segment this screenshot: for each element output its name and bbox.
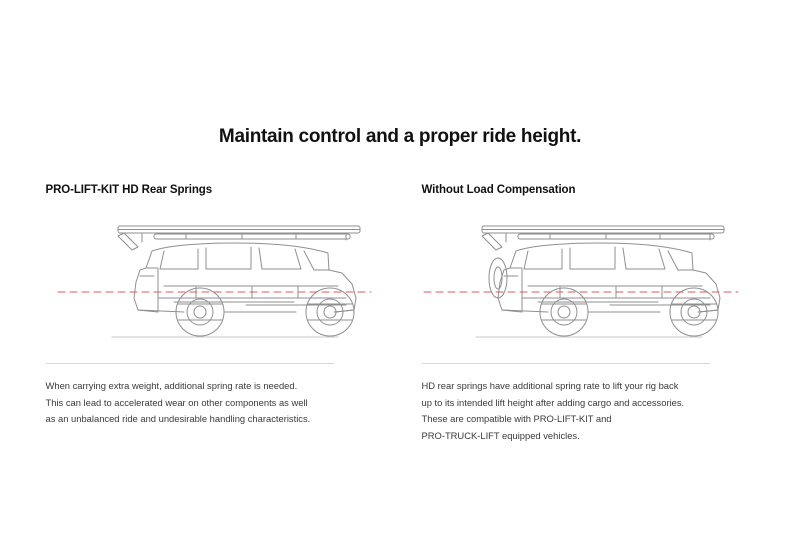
- roof-rack-icon: [118, 226, 360, 250]
- divider-right: [422, 363, 710, 364]
- column-left: [46, 184, 379, 445]
- caption-right: [422, 378, 734, 445]
- caption-left: [46, 378, 358, 428]
- vehicle-roof-and-glass: [146, 243, 329, 270]
- front-wheel: [670, 288, 718, 336]
- suv-with-roof-rack-side-view: [46, 206, 379, 351]
- column-left-title: PRO-LIFT-KIT HD Rear Springs: [45, 184, 213, 196]
- caption-line: as an unbalanced ride and undesirable handling characteristics.: [45, 413, 311, 425]
- divider-left: [46, 363, 334, 364]
- page-title: Maintain control and a proper ride height.: [218, 126, 582, 147]
- side-detail-lines: [504, 276, 710, 305]
- column-right: [422, 184, 755, 445]
- caption-line: These are compatible with PRO-LIFT-KIT and: [421, 413, 612, 425]
- caption-line: HD rear springs have additional spring rate to lift your rig back: [421, 380, 679, 391]
- caption-line: When carrying extra weight, additional spring rate is needed.: [45, 380, 298, 391]
- side-detail-lines: [140, 276, 346, 305]
- figure-left: [46, 206, 379, 351]
- roof-rack-icon: [482, 226, 724, 250]
- caption-line: PRO-TRUCK-LIFT equipped vehicles.: [421, 430, 580, 442]
- figure-right: [422, 206, 755, 351]
- comparison-columns: [0, 184, 800, 445]
- caption-line: This can lead to accelerated wear on other components as well: [45, 396, 308, 408]
- vehicle-roof-and-glass: [510, 243, 693, 270]
- front-wheel: [306, 288, 354, 336]
- suv-with-roof-rack-side-view: [422, 206, 755, 351]
- column-right-title: Without Load Compensation: [421, 184, 576, 196]
- caption-line: up to its intended lift height after adding cargo and accessories.: [421, 396, 685, 408]
